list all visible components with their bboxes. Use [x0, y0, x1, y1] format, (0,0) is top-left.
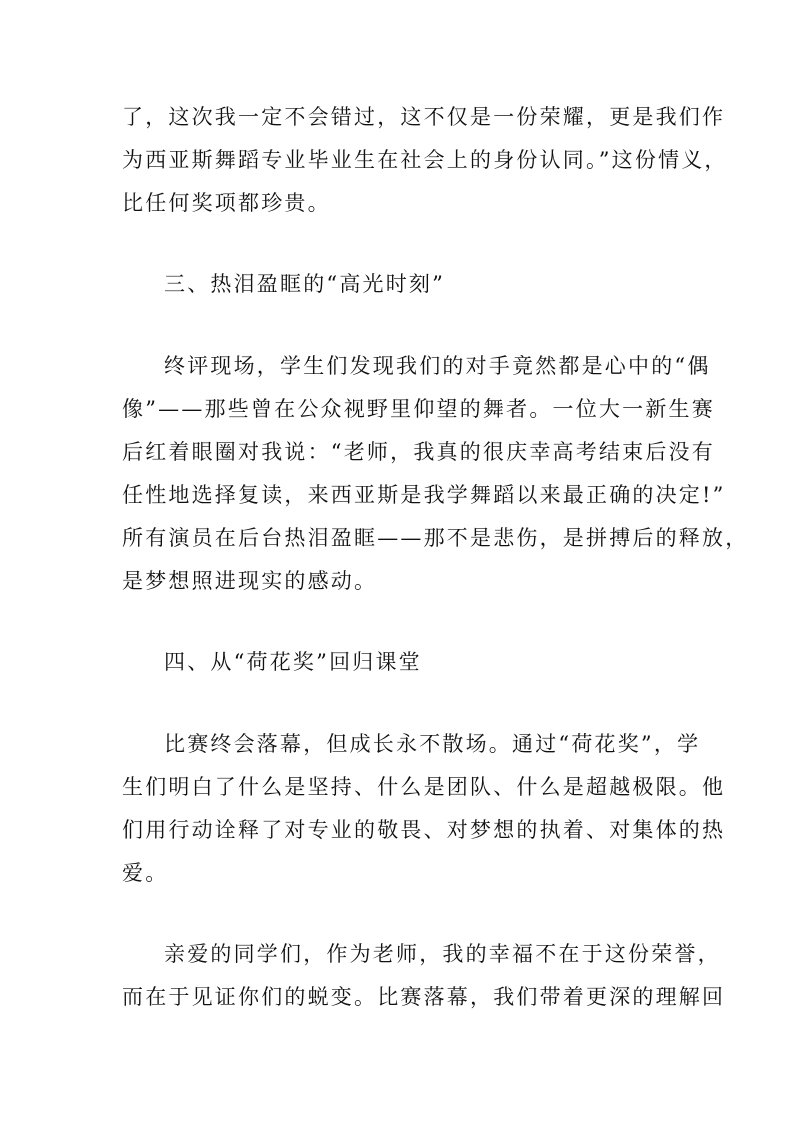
paragraph-line: 所有演员在后台热泪盈眶——那不是悲伤，是拼搏后的释放，	[122, 526, 749, 550]
paragraph-line: 比任何奖项都珍贵。	[122, 191, 331, 215]
paragraph-line: 了，这次我一定不会错过，这不仅是一份荣耀，更是我们作	[122, 105, 726, 129]
paragraph-line: 比赛终会落幕，但成长永不散场。通过“荷花奖”，学	[164, 732, 701, 756]
section-heading-4: 四、从“荷花奖”回归课堂	[164, 650, 422, 674]
paragraph-line: 是梦想照进现实的感动。	[122, 569, 378, 593]
paragraph-line: 们用行动诠释了对专业的敬畏、对梦想的执着、对集体的热	[122, 818, 726, 842]
paragraph-line: 为西亚斯舞蹈专业毕业生在社会上的身份认同。”这份情义，	[122, 148, 728, 172]
paragraph-line: 生们明白了什么是坚持、什么是团队、什么是超越极限。他	[122, 775, 726, 799]
section-heading-3: 三、热泪盈眶的“高光时刻”	[164, 272, 446, 296]
paragraph-line: 终评现场，学生们发现我们的对手竟然都是心中的“偶	[164, 354, 711, 378]
paragraph-line: 而在于见证你们的蜕变。比赛落幕，我们带着更深的理解回	[122, 985, 726, 1009]
paragraph-line: 任性地选择复读，来西亚斯是我学舞蹈以来最正确的决定!”	[122, 483, 726, 507]
paragraph-line: 爱。	[122, 861, 169, 885]
paragraph-line: 像”——那些曾在公众视野里仰望的舞者。一位大一新生赛	[122, 397, 715, 421]
paragraph-line: 后红着眼圈对我说：“老师，我真的很庆幸高考结束后没有	[122, 440, 715, 464]
paragraph-line: 亲爱的同学们，作为老师，我的幸福不在于这份荣誉，	[164, 942, 721, 966]
